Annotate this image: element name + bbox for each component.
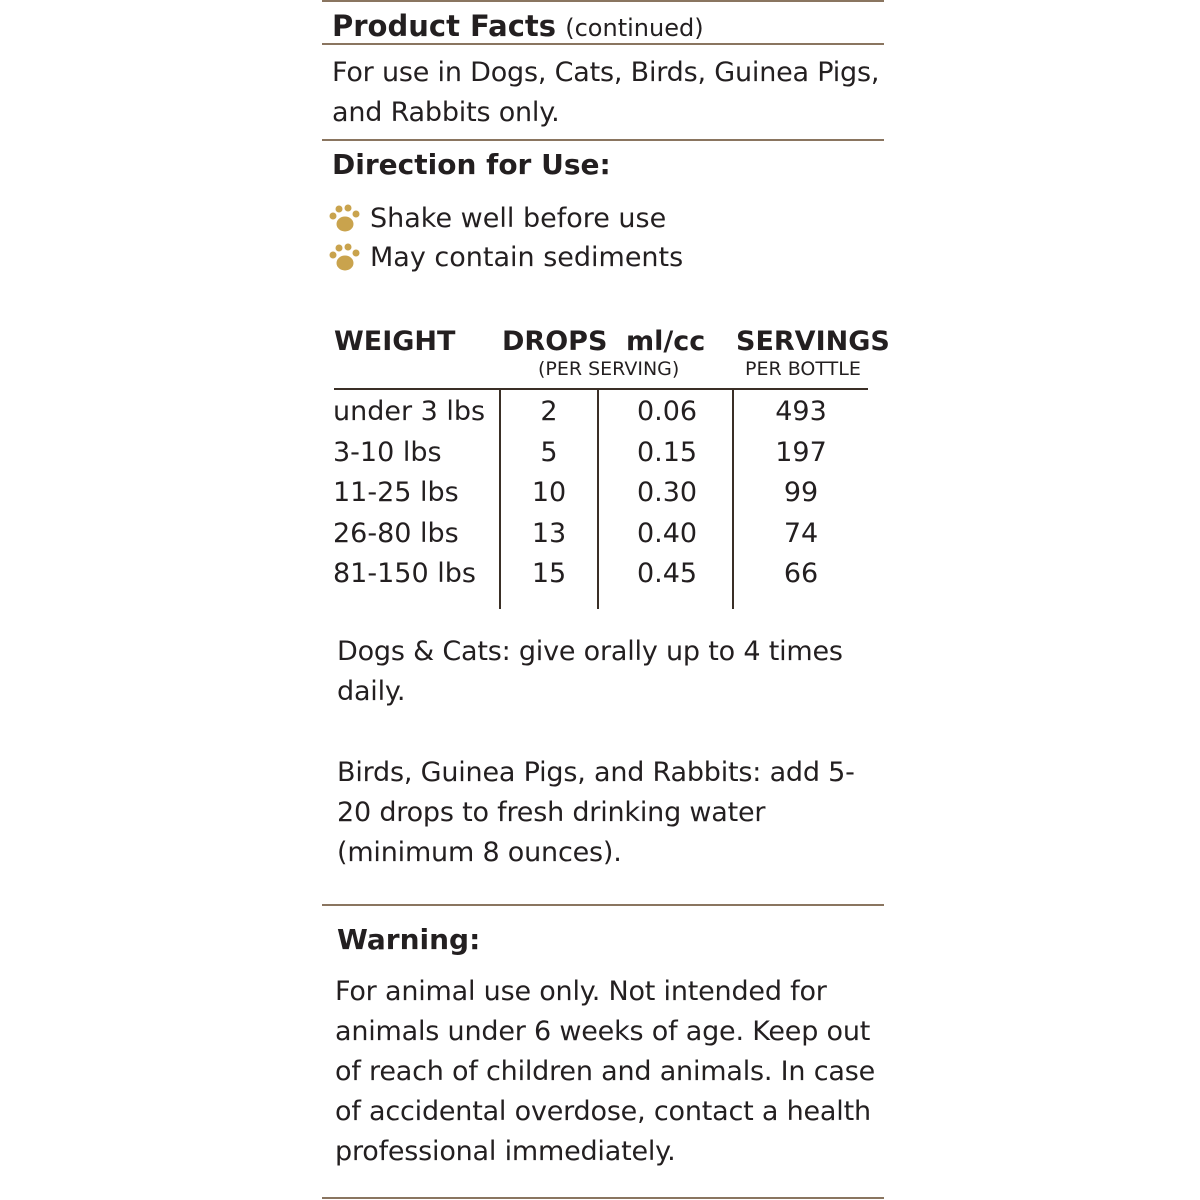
direction-item (328, 240, 683, 276)
top-rule (322, 0, 884, 2)
cell-servings: 493 (775, 396, 827, 427)
cell-servings: 74 (783, 517, 819, 549)
cell-drops: 15 (531, 558, 567, 589)
warning-text: For animal use only. Not intended for animals under 6 weeks of age. Keep out of reach of children and animals. In case of accidental overdose, contact a health professional immediately. (335, 976, 875, 1167)
dogs-cats-instructions: Dogs & Cats: give orally up to 4 times daily. (337, 636, 843, 707)
header-per-bottle: PER BOTTLE (745, 358, 861, 380)
cell-drops: 5 (540, 436, 558, 468)
cell-ml: 0.45 (636, 558, 698, 589)
usage-text: For use in Dogs, Cats, Birds, Guinea Pigs, and Rabbits only. (332, 57, 880, 128)
cell-ml: 0.06 (636, 396, 698, 427)
cell-ml: 0.15 (636, 436, 698, 468)
header-per-serving: (PER SERVING) (538, 358, 680, 380)
rule-under-title (322, 43, 884, 45)
cell-drops: 2 (540, 396, 558, 427)
cell-weight: 11-25 lbs (333, 477, 459, 508)
product-facts-heading: Product Facts (332, 9, 557, 43)
product-facts-title (332, 8, 704, 46)
paw-icon (328, 242, 362, 274)
cell-servings: 66 (783, 558, 819, 589)
header-servings: SERVINGS (736, 326, 890, 357)
rule-above-warning (322, 904, 884, 906)
header-weight: WEIGHT (334, 326, 456, 357)
cell-weight: under 3 lbs (333, 396, 486, 427)
birds-instructions: Birds, Guinea Pigs, and Rabbits: add 5-20 drops to fresh drinking water (minimum 8 ounces). (337, 757, 855, 868)
paw-icon (328, 203, 362, 235)
column-divider (732, 390, 734, 609)
cell-weight: 26-80 lbs (333, 517, 459, 549)
cell-servings: 197 (775, 436, 827, 468)
cell-drops: 13 (531, 517, 567, 549)
cell-drops: 10 (531, 477, 567, 508)
cell-ml: 0.30 (636, 477, 698, 508)
cell-weight: 3-10 lbs (333, 436, 442, 468)
cell-weight: 81-150 lbs (333, 558, 476, 589)
cell-servings: 99 (783, 477, 819, 508)
directions-heading: Direction for Use: (332, 148, 611, 181)
direction-item-text: May contain sediments (370, 242, 684, 273)
direction-item (328, 201, 666, 237)
bottom-rule (322, 1197, 884, 1199)
header-ml: ml/cc (626, 326, 706, 357)
header-drops: DROPS (502, 326, 608, 357)
direction-item-text: Shake well before use (370, 203, 667, 234)
warning-heading: Warning: (337, 923, 481, 956)
product-label-panel (322, 0, 890, 1200)
cell-ml: 0.40 (636, 517, 698, 549)
rule-under-usage (322, 139, 884, 141)
table-header-rule (334, 388, 868, 390)
continued-label: (continued) (565, 14, 704, 42)
